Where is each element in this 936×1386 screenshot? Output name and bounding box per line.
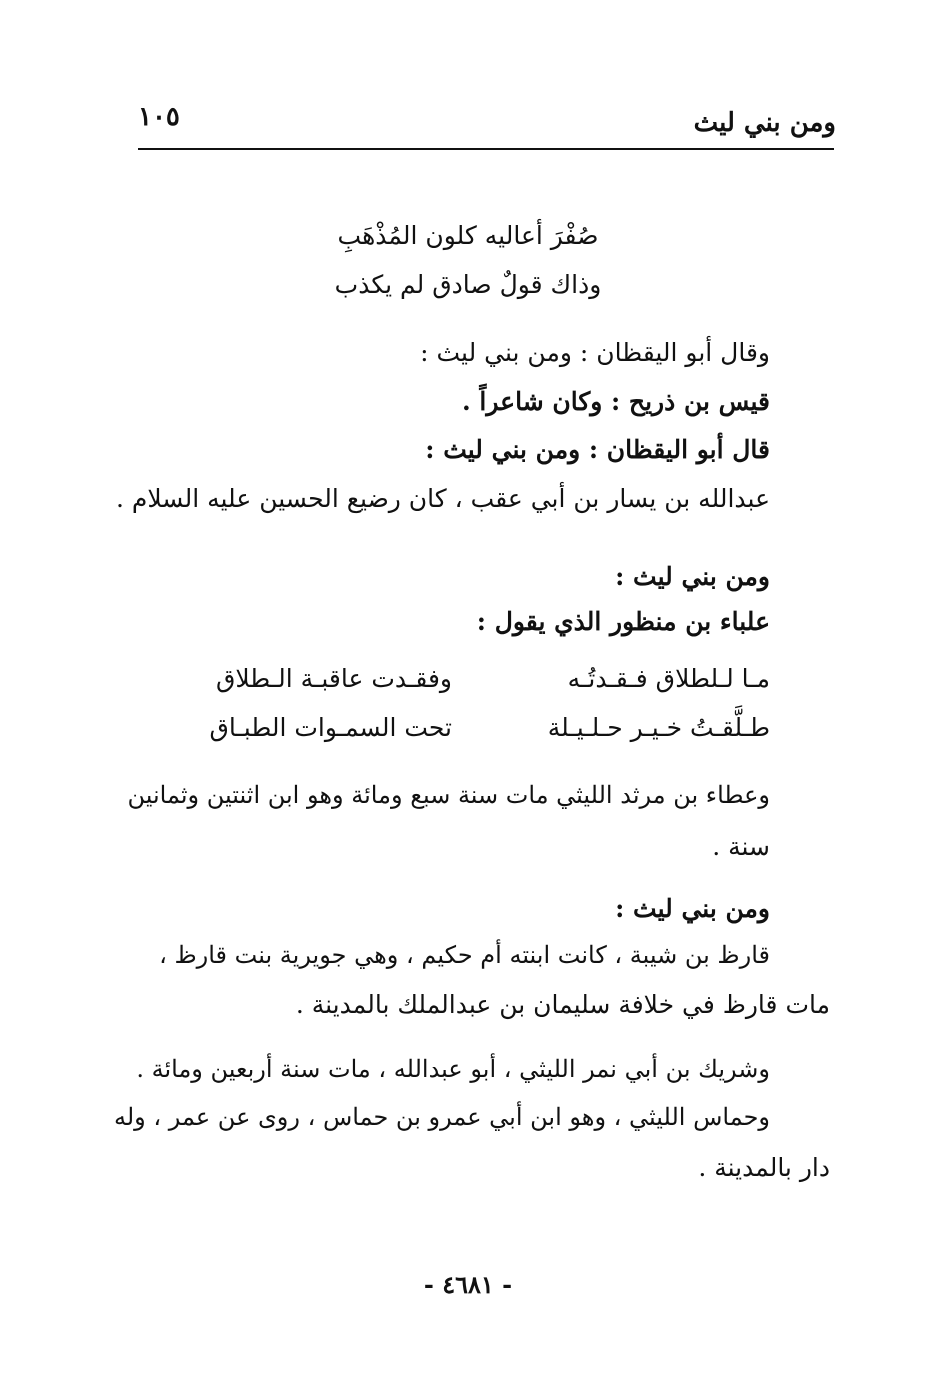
section1-line-2: قيس بن ذريح : وكان شاعراً . [462,387,770,416]
section5-line-2: وحماس الليثي ، وهو ابن أبي عمرو بن حماس ، روى عن عمر ، وله [113,1103,770,1131]
verse-2-first-hemistich: طـلَّقـتُ خـيـر حـلـيـلة [547,713,770,742]
verse-1-first-hemistich: مـا لـلطلاق فـقـدتُـه [567,664,770,693]
footer-page-number: - ٤٦٨١ - [423,1270,513,1299]
section3-line-1: وعطاء بن مرثد الليثي مات سنة سبع ومائة وهو ابن اثنتين وثمانين [127,781,770,809]
poem-line-2: وذاك قولٌ صادق لم يكذب [334,270,602,299]
verse-2 [170,711,770,745]
section5-line-1: وشريك بن أبي نمر الليثي ، أبو عبدالله ، مات سنة أربعين ومائة . [136,1055,770,1083]
header-divider [138,148,834,150]
poem-line-1: صُفْرَ أعاليه كلون المُذْهَبِ [337,221,599,250]
verse-1-second-hemistich: وفقـدت عاقبـة الـطلاق [215,664,452,693]
header-page-number: ١٠٥ [138,102,180,132]
section2-line-2: علباء بن منظور الذي يقول : [476,607,770,636]
section4-line-2: قارظ بن شيبة ، كانت ابنته أم حكيم ، وهي جويرية بنت قارظ ، [159,941,770,969]
running-header-title: ومن بني ليث [693,108,836,138]
section4-line-3: مات قارظ في خلافة سليمان بن عبدالملك بالمدينة . [295,990,830,1019]
section1-line-4: عبدالله بن يسار بن أبي عقب ، كان رضيع الحسين عليه السلام . [116,484,770,513]
section1-line-3: قال أبو اليقظان : ومن بني ليث : [425,435,770,464]
section2-line-1: ومن بني ليث : [615,562,770,591]
verse-2-second-hemistich: تحت السمـوات الطبـاق [209,713,452,742]
verse-1 [170,662,770,696]
section5-line-3: دار بالمدينة . [698,1153,830,1182]
section1-line-1: وقال أبو اليقظان : ومن بني ليث : [420,338,770,367]
section4-line-1: ومن بني ليث : [615,894,770,923]
section3-line-2: سنة . [712,832,770,861]
